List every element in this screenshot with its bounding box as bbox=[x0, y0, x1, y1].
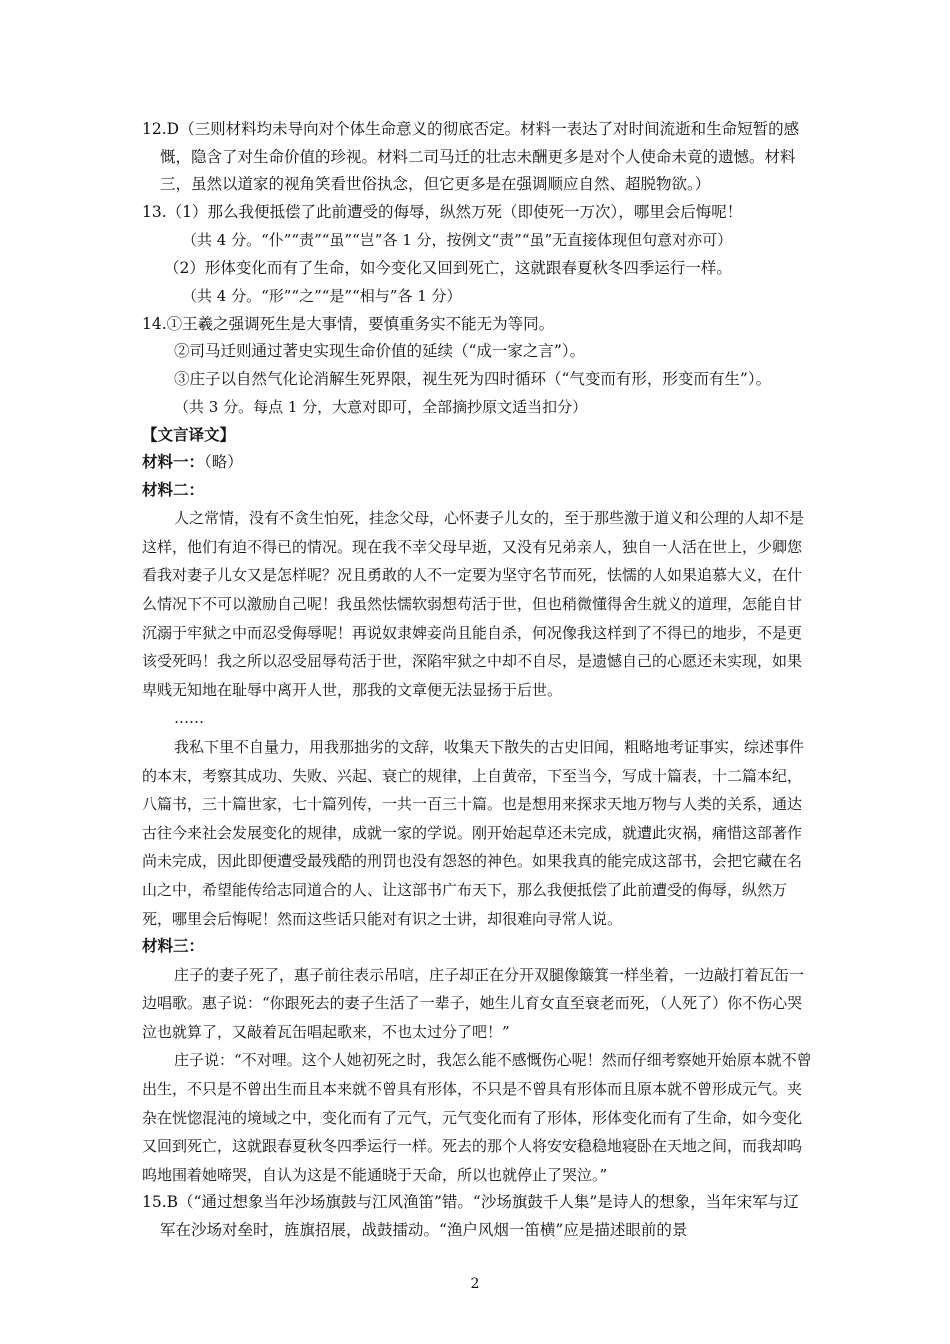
answer-12: 12.D（三则材料均未导向对个体生命意义的彻底否定。材料一表达了对时间流逝和生命短暂的感慨，隐含了对生命价值的珍视。材料二司马迁的壮志未酬更多是对个人使命未竟的遗憾。材料三，虽然以道家的视角笑看世俗执念，但它更多是在强调顺应自然、超脱物欲。） bbox=[142, 120, 800, 193]
answer-14-1: 14.①王羲之强调死生是大事情，要慎重务实不能无为等同。 bbox=[142, 314, 555, 333]
material-2-paragraph-1: 人之常情，没有不贪生怕死，挂念父母，心怀妻子儿女的，至于那些激于道义和公理的人却不是这样，他们有迫不得已的情况。现在我不幸父母早逝，又没有兄弟亲人，独自一人活在世上，少卿您看我对妻子儿女又是怎样呢？况且勇敢的人不一定要为坚守名节而死，怯懦的人如果追慕大义，在什么情况下不可以激励自己呢！我虽然怯懦软弱想苟活于世，但也稍微懂得舍生就义的道理，怎能自甘沉溺于牢狱之中而忍受侮辱呢！再说奴隶婢妾尚且能自杀，何况像我这样到了不得已的地步，不是更该受死吗！我之所以忍受屈辱苟活于世，深陷牢狱之中却不自尽，是遗憾自己的心愿还未实现，如果卑贱无知地在耻辱中离开人世，那我的文章便无法显扬于后世。 bbox=[142, 509, 805, 699]
material-2-paragraph-2: 我私下里不自量力，用我那拙劣的文辞，收集天下散失的古史旧闻，粗略地考证事实，综述事件的本末，考察其成功、失败、兴起、衰亡的规律，上自黄帝，下至当今，写成十篇表，十二篇本纪，八篇书，三十篇世家，七十篇列传，一共一百三十篇。也是想用来探求天地万物与人类的关系，通达古往今来社会发展变化的规律，成就一家的学说。刚开始起草还未完成，就遭此灾祸，痛惜这部著作尚未完成，因此即便遭受最残酷的刑罚也没有怨怒的神色。如果我真的能完成这部书，会把它藏在名山之中，希望能传给志同道合的人、让这部书广布天下，那么我便抵偿了此前遭受的侮辱，纵然万死，哪里会后悔呢！然而这些话只能对有识之士讲，却很难向寻常人说。 bbox=[142, 738, 805, 928]
answer-13-1-scoring: （共 4 分。“仆”“责”“虽”“岂”各 1 分，按例文“责”“虽”无直接体现但句意对亦可） bbox=[182, 231, 733, 249]
answer-14-scoring: （共 3 分。每点 1 分，大意对即可，全部摘抄原文适当扣分） bbox=[174, 398, 588, 417]
material-3-paragraph-2: 庄子说：“不对哩。这个人她初死之时，我怎么能不感慨伤心呢！然而仔细考察她开始原本就不曾出生，不只是不曾出生而且本来就不曾具有形体，不只是不曾具有形体而且原本就不曾形成元气。夹杂在恍惚混沌的境域之中，变化而有了元气，元气变化而有了形体，形体变化而有了生命，如今变化又回到死亡，这就跟春夏秋冬四季运行一样。死去的那个人将安安稳稳地寝卧在天地之间，而我却呜呜地围着她啼哭，自认为这是不能通晓于天命，所以也就停止了哭泣。” bbox=[142, 1051, 812, 1184]
material-1 bbox=[142, 449, 814, 477]
answer-14-2: ②司马迁则通过著史实现生命价值的延续（“成一家之言”）。 bbox=[174, 342, 586, 361]
material-1-text: （略） bbox=[204, 453, 243, 472]
answer-13-2: （2）形体变化而有了生命，如今变化又回到死亡，这就跟春夏秋冬四季运行一样。 bbox=[164, 258, 732, 277]
answer-13-2-scoring: （共 4 分。“形”“之”“是”“相与”各 1 分） bbox=[182, 287, 462, 306]
page-number: 2 bbox=[470, 1276, 480, 1292]
material-3-label: 材料三： bbox=[142, 937, 205, 956]
material-2-label: 材料二： bbox=[142, 480, 205, 499]
answer-13-1: 13.（1）那么我便抵偿了此前遭受的侮辱，纵然万死（即使死一万次），哪里会后悔呢！ bbox=[142, 202, 743, 221]
material-2-ellipsis: …… bbox=[174, 709, 204, 728]
answer-15: 15.B（“通过想象当年沙场旗鼓与江风渔笛”错。“沙场旗鼓千人集”是诗人的想象，当年宋军与辽军在沙场对垒时，旌旗招展，战鼓擂动。“渔户风烟一笛横”应是描述眼前的景 bbox=[142, 1193, 799, 1239]
material-1-label: 材料一： bbox=[142, 453, 205, 472]
translation-heading: 【文言译文】 bbox=[142, 425, 236, 444]
material-3-paragraph-1: 庄子的妻子死了，惠子前往表示吊唁，庄子却正在分开双腿像簸箕一样坐着，一边敲打着瓦缶一边唱歌。惠子说：“你跟死去的妻子生活了一辈子，她生儿育女直至衰老而死，（人死了）你不伤心哭泣也就算了，又敲着瓦缶唱起歌来，不也太过分了吧！” bbox=[142, 965, 805, 1041]
page-content bbox=[142, 116, 814, 1244]
answer-14-3: ③庄子以自然气化论消解生死界限，视生死为四时循环（“气变而有形，形变而有生”）。 bbox=[174, 369, 772, 388]
